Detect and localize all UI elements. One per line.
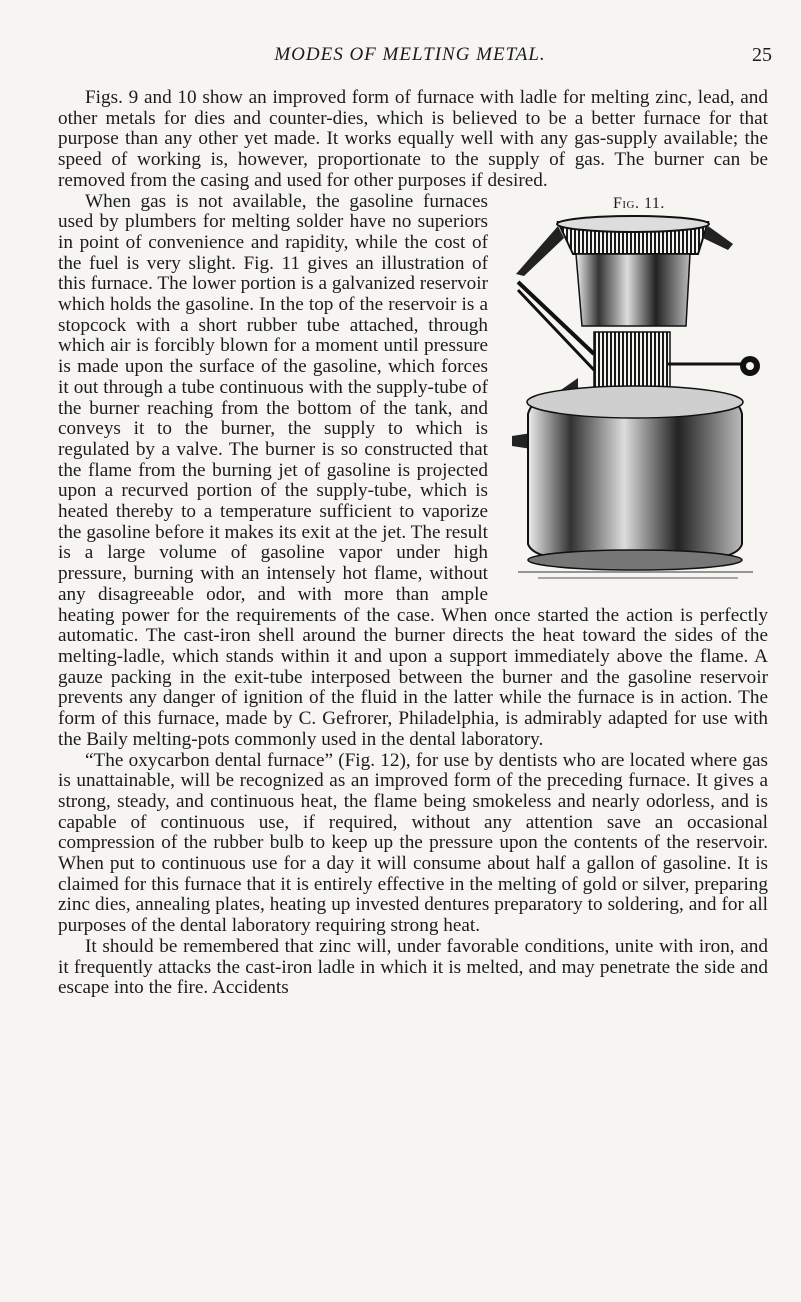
paragraph-1: Figs. 9 and 10 show an improved form of furnace with ladle for melting zinc, lead, and other metals for dies and counter-dies, which is believed to be a better furnace for that purpose than any other yet made. It works equally well with any gas-supply available; the speed of working is, however, proportionate to the supply of gas. The burner can be removed from the casing and used for other purposes if desired. xyxy=(58,87,768,191)
gasoline-furnace-illustration xyxy=(498,214,768,592)
page-number: 25 xyxy=(752,44,772,66)
figure-caption: Fig. 11. xyxy=(613,194,665,212)
paragraph-4: It should be remembered that zinc will, under favorable conditions, unite with iron, and it frequently attacks the cast-iron ladle in which it is melted, and may penetrate the side and escape into the fire. Accidents xyxy=(58,935,768,999)
paragraph-3: “The oxycarbon dental furnace” (Fig. 12), for use by dentists who are located where gas is unattainable, will be recognized as an improved form of the preceding furnace. It gives a strong, steady, and continuous heat, the flame being smokeless and nearly odorless, and is capable of continuous use, if required, without any attention save an occasional compression of the rubber bulb to keep up the pressure upon the contents of the reservoir. When put to continuous use for a day it will consume about half a gallon of gasoline. It is claimed for this furnace that it is entirely effective in the melting of gold or silver, preparing zinc dies, annealing plates, heating up invested dentures preparatory to soldering, and for all purposes of the dental laboratory requiring strong heat. xyxy=(58,749,768,937)
page-header xyxy=(40,44,780,72)
paragraph-2: When gas is not available, the gasoline furnaces used by plumbers for melting solder have no superiors in point of convenience and rapidity, while the cost of the fuel is very slight. Fig. 11 gives an illustration of this furnace. The lower portion is a galvanized reservoir which holds the gasoline. In the top of the reservoir is a stopcock with a short rubber tube attached, through which air is forcibly blown for a moment until pressure is made upon the surface of the gasoline, which forces it out through a tube continuous with the supply-tube of the burner reaching from the bottom of the tank, and conveys it to the burner, the supply to which is regulated by a valve. The burner is so constructed that the flame from the burning jet of gasoline is projected upon a recurved portion of the supply-tube, which is heated thereby to a temperature sufficient to vaporize the gasoline before it makes its exit at the jet. The result is a large volume of gasoline vapor under high pressure, burning with an intensely hot flame, without any disagreeable odor, and with more than ample heating power for the requirements of the case. When once started the action is perfectly automatic. The cast-iron shell around the burner directs the heat toward the sides of the melting-ladle, which stands within it and upon a support immediately above the flame. A gauze packing in the exit-tube interposed between the burner and the gasoline reservoir prevents any danger of ignition of the fluid in the latter while the furnace is in action. The form of this furnace, made by C. Gefrorer, Philadelphia, is admirably adapted for use with the Baily melting-pots commonly used in the dental laboratory. xyxy=(58,190,768,750)
figure-11 xyxy=(498,194,768,592)
body-text xyxy=(58,88,768,999)
running-head: MODES OF MELTING METAL. xyxy=(274,44,546,65)
